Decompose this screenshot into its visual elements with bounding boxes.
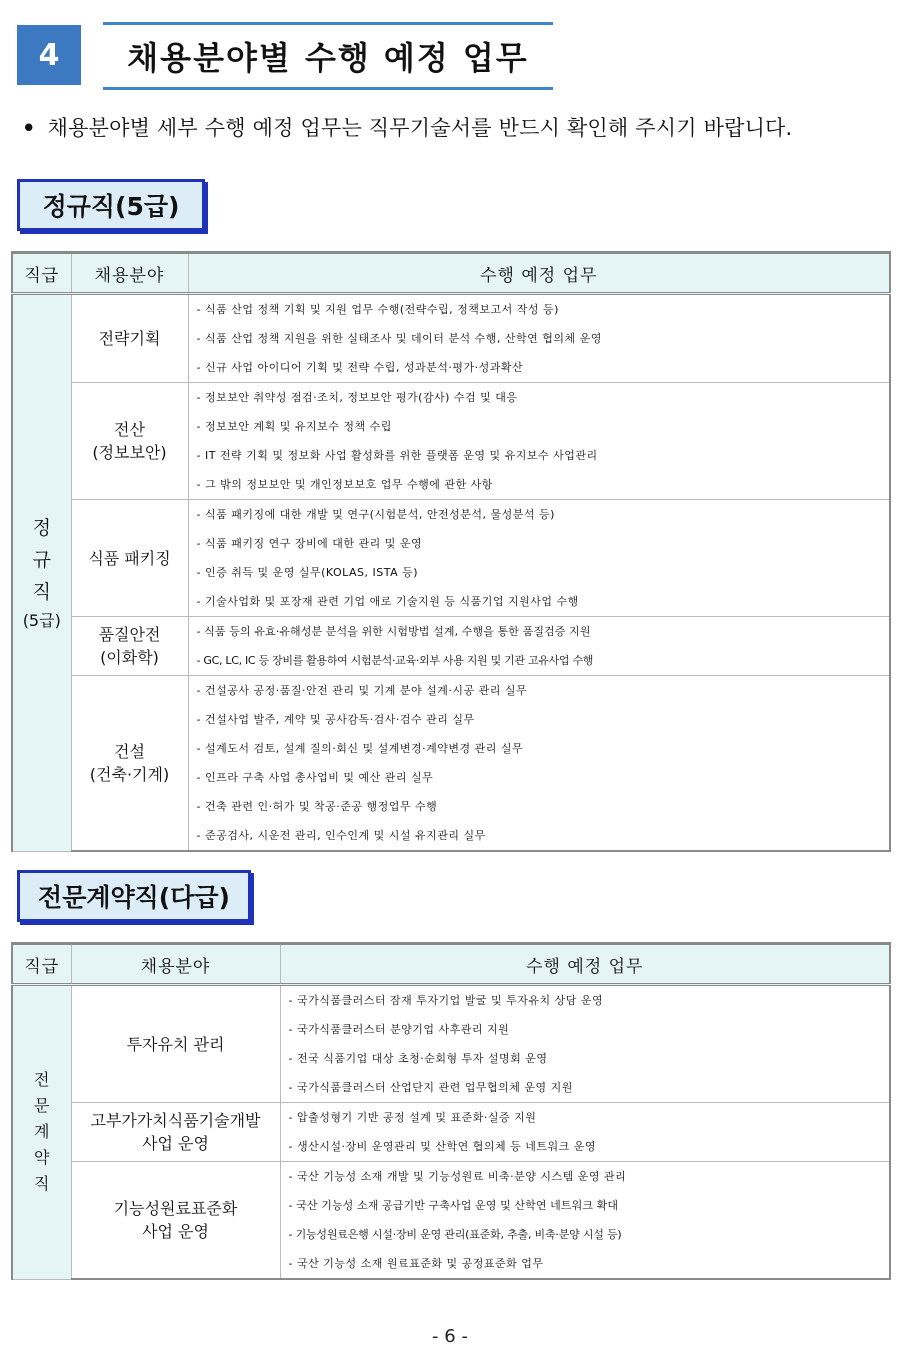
header-tasks: 수행 예정 업무: [188, 253, 890, 294]
task-item: - 식품 등의 유효·유해성분 분석을 위한 시험방법 설계, 수행을 통한 품질검증 지원: [196, 625, 591, 638]
grade-char: 직: [32, 580, 51, 603]
task-item: - 정보보안 취약성 점검·조치, 정보보안 평가(감사) 수검 및 대응: [196, 391, 518, 404]
grade-cell: [12, 294, 71, 852]
section-title: 채용분야별 수행 예정 업무: [127, 39, 529, 77]
field-label: (건축·기계): [89, 765, 170, 784]
section-title-frame: [103, 22, 553, 90]
task-item: - 국산 기능성 소재 공급기반 구축사업 운영 및 산학연 네트워크 확대: [288, 1199, 619, 1212]
section-number: 4: [17, 25, 81, 85]
tasks-cell: [280, 985, 890, 1103]
page-number: - 6 -: [432, 1326, 468, 1347]
grade-cell: [12, 985, 71, 1280]
category-label-contract: 전문계약직(다급): [17, 870, 251, 922]
task-item: - 기능성원료은행 시설·장비 운영 관리(표준화, 추출, 비축·분양 시설 등): [288, 1228, 622, 1241]
table-row: [12, 985, 890, 1103]
task-item: - 건설공사 공정·품질·안전 관리 및 기계 분야 설계·시공 관리 실무: [196, 684, 528, 697]
field-cell: [71, 676, 188, 852]
field-cell: [71, 1162, 280, 1280]
field-label: 사업 운영: [142, 1134, 209, 1153]
field-label: 건설: [114, 742, 145, 761]
grade-char: 정: [32, 516, 51, 539]
field-label: 기능성원료표준화: [113, 1199, 238, 1218]
tasks-cell: [280, 1103, 890, 1162]
tasks-cell: [280, 1162, 890, 1280]
task-item: - 국가식품클러스터 잠재 투자기업 발굴 및 투자유치 상담 운영: [288, 994, 604, 1007]
header-field: 채용분야: [71, 944, 280, 985]
tasks-cell: [188, 500, 890, 617]
grade-char: 문: [34, 1096, 50, 1116]
tasks-cell: [188, 617, 890, 676]
task-item: - 건설사업 발주, 계약 및 공사감독·검사·검수 관리 실무: [196, 713, 475, 726]
field-cell: [71, 383, 188, 500]
field-cell: [71, 617, 188, 676]
intro-note: [22, 112, 892, 142]
field-label: 사업 운영: [142, 1222, 209, 1241]
grade-char: 전: [34, 1070, 50, 1090]
table-header-row: [12, 944, 890, 985]
bullet-icon: •: [22, 116, 36, 140]
regular-jobs-table: [11, 251, 891, 852]
task-item: - 기술사업화 및 포장재 관련 기업 애로 기술지원 등 식품기업 지원사업 수행: [196, 595, 579, 608]
contract-jobs-table: [11, 942, 891, 1280]
category-label-regular: 정규직(5급): [17, 179, 205, 231]
table-row: [12, 500, 890, 617]
task-item: - 식품 패키징 연구 장비에 대한 관리 및 운영: [196, 537, 423, 550]
table-row: [12, 1162, 890, 1280]
task-item: - 정보보안 계획 및 유지보수 정책 수립: [196, 420, 392, 433]
field-label: (이화학): [100, 648, 159, 667]
task-item: - 그 밖의 정보보안 및 개인정보보호 업무 수행에 관한 사항: [196, 478, 493, 491]
header-grade: 직급: [12, 253, 71, 294]
field-label: 고부가가치식품기술개발: [90, 1111, 261, 1130]
field-label: 전략기획: [98, 329, 161, 348]
tasks-cell: [188, 676, 890, 852]
tasks-cell: [188, 294, 890, 383]
intro-text: 채용분야별 세부 수행 예정 업무는 직무기술서를 반드시 확인해 주시기 바랍니다.: [47, 116, 793, 140]
header-tasks: 수행 예정 업무: [280, 944, 890, 985]
task-item: - 식품 산업 정책 기획 및 지원 업무 수행(전략수립, 정책보고서 작성 등): [196, 303, 559, 316]
table-row: [12, 617, 890, 676]
task-item: - 전국 식품기업 대상 초청·순회형 투자 설명회 운영: [288, 1052, 548, 1065]
field-label: 투자유치 관리: [126, 1034, 225, 1054]
tasks-cell: [188, 383, 890, 500]
task-item: - 국산 기능성 소재 개발 및 기능성원료 비축·분양 시스템 운영 관리: [288, 1170, 627, 1183]
table-row: [12, 383, 890, 500]
task-item: - 설계도서 검토, 설계 질의·회신 및 설계변경·계약변경 관리 실무: [196, 742, 524, 755]
header-grade: 직급: [12, 944, 71, 985]
field-cell: [71, 500, 188, 617]
task-item: - 인프라 구축 사업 총사업비 및 예산 관리 실무: [196, 771, 434, 784]
task-item: - 인증 취득 및 운영 실무(KOLAS, ISTA 등): [196, 566, 419, 579]
table-row: [12, 676, 890, 852]
task-item: - IT 전략 기획 및 정보화 사업 활성화를 위한 플랫폼 운영 및 유지보수 사업관리: [196, 449, 598, 462]
header-field: 채용분야: [71, 253, 188, 294]
task-item: - 국가식품클러스터 산업단지 관련 업무협의체 운영 지원: [288, 1081, 573, 1094]
table-row: [12, 294, 890, 383]
task-item: - 생산시설·장비 운영관리 및 산학연 협의체 등 네트워크 운영: [288, 1140, 596, 1153]
grade-char: 직: [34, 1174, 50, 1194]
field-label: 식품 패키징: [88, 548, 171, 568]
task-item: - 준공검사, 시운전 관리, 인수인계 및 시설 유지관리 실무: [196, 829, 486, 842]
field-label: 전산: [114, 420, 145, 439]
field-label: 품질안전: [98, 625, 161, 644]
grade-char: 규: [32, 548, 51, 571]
task-item: - 압출성형기 기반 공정 설계 및 표준화·실증 지원: [288, 1111, 537, 1124]
table-header-row: [12, 253, 890, 294]
grade-char: 계: [34, 1122, 50, 1142]
task-item: - 신규 사업 아이디어 기획 및 전략 수립, 성과분석·평가·성과확산: [196, 361, 524, 374]
field-cell: [71, 294, 188, 383]
field-cell: [71, 1103, 280, 1162]
task-item: - 식품 산업 정책 지원을 위한 실태조사 및 데이터 분석 수행, 산학연 협의체 운영: [196, 332, 602, 345]
table-row: [12, 1103, 890, 1162]
grade-sub: (5급): [22, 610, 61, 630]
task-item: - 건축 관련 인·허가 및 착공·준공 행정업무 수행: [196, 800, 438, 813]
task-item: - 식품 패키징에 대한 개발 및 연구(시험분석, 안전성분석, 물성분석 등): [196, 508, 555, 521]
field-cell: [71, 985, 280, 1103]
grade-char: 약: [34, 1148, 50, 1168]
field-label: (정보보안): [92, 443, 167, 462]
task-item: - 국가식품클러스터 분양기업 사후관리 지원: [288, 1023, 510, 1036]
task-item: - 국산 기능성 소재 원료표준화 및 공정표준화 업무: [288, 1257, 544, 1270]
task-item: - GC, LC, IC 등 장비를 활용하여 시험분석·교육·외부 사용 지원 및 기관 고유사업 수행: [196, 654, 594, 667]
